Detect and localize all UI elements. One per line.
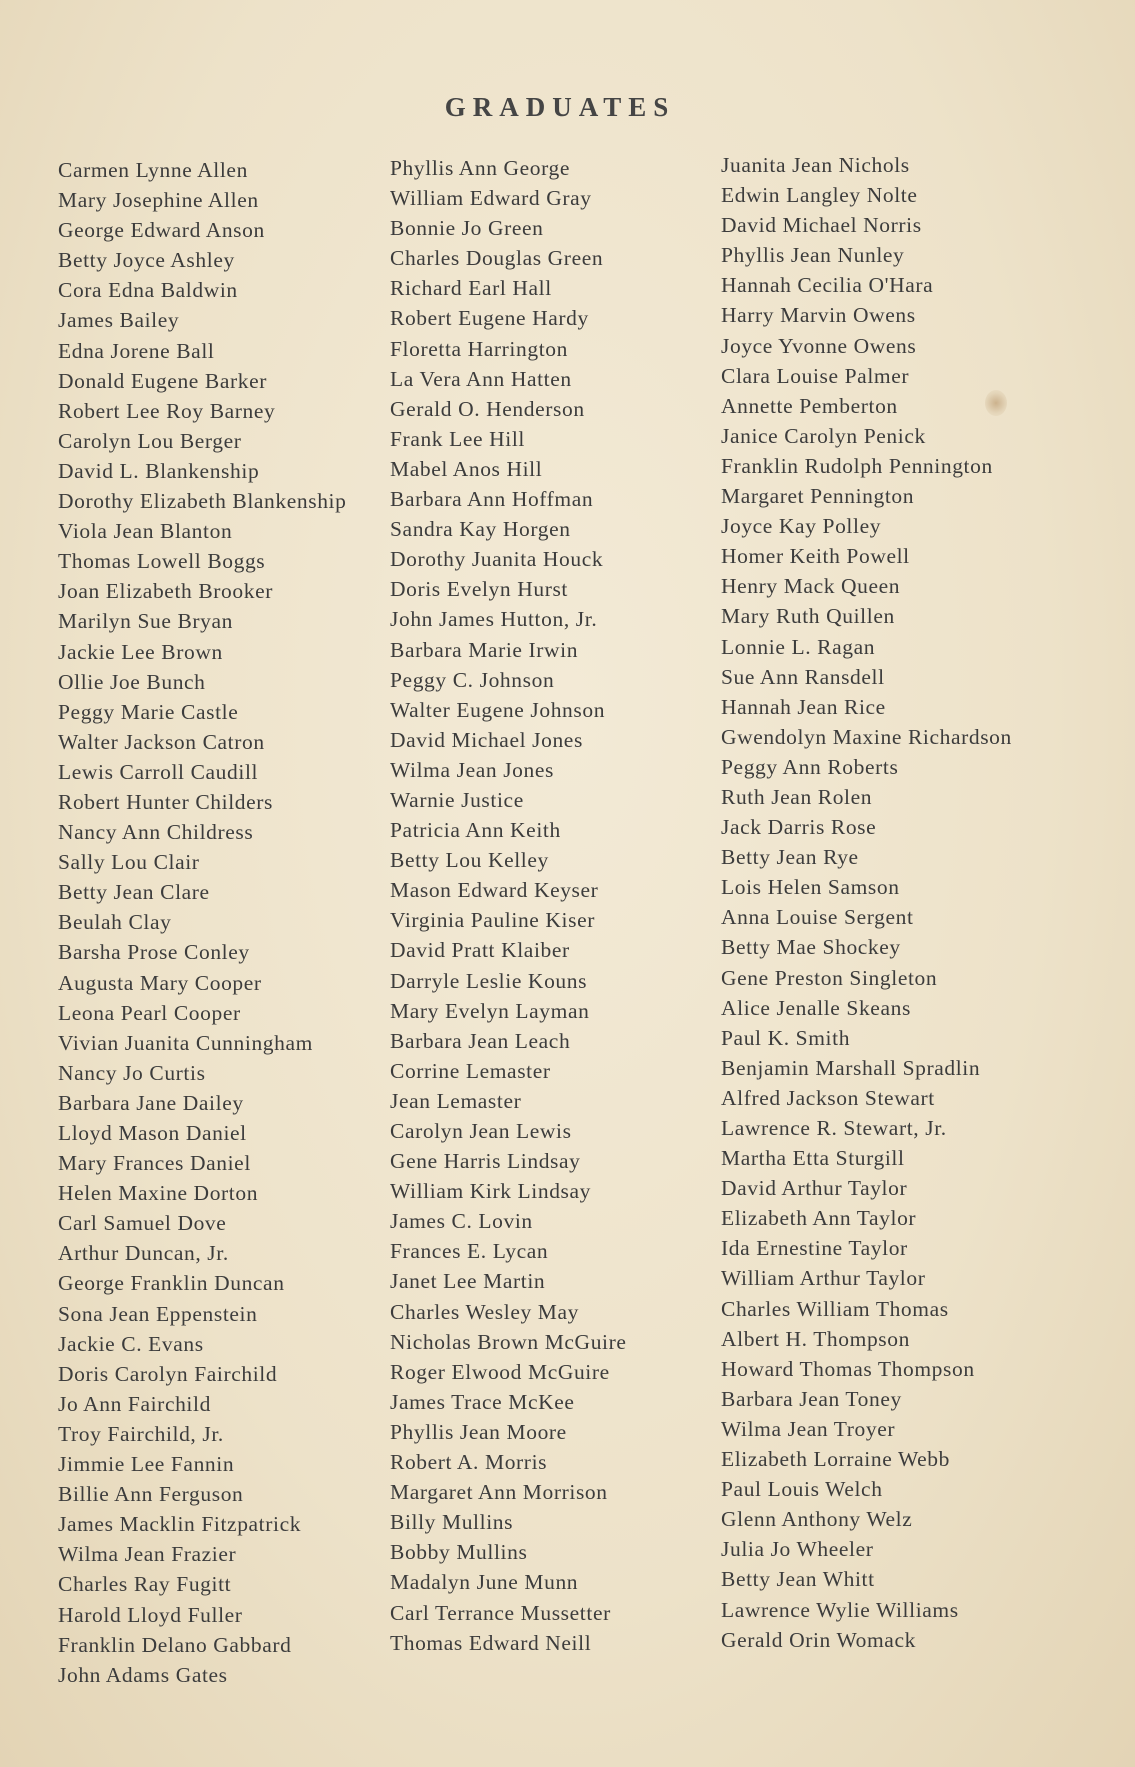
graduate-name: Cora Edna Baldwin (58, 278, 238, 303)
graduate-name: Barbara Jean Leach (390, 1028, 571, 1053)
graduate-name: Lawrence R. Stewart, Jr. (721, 1116, 947, 1140)
graduate-name: Betty Jean Clare (58, 880, 210, 905)
graduate-name: Mary Josephine Allen (58, 188, 259, 213)
graduate-name: Hannah Jean Rice (721, 694, 886, 719)
graduate-name: Beulah Clay (58, 910, 172, 935)
graduate-name: Paul Louis Welch (721, 1477, 883, 1502)
graduate-name: Joan Elizabeth Brooker (58, 579, 273, 604)
graduate-name: Lewis Carroll Caudill (58, 759, 259, 784)
graduate-name: Wilma Jean Frazier (58, 1542, 237, 1567)
graduate-name: Viola Jean Blanton (58, 519, 233, 544)
graduates-column-1 (58, 155, 346, 1690)
graduate-name: Thomas Edward Neill (390, 1630, 592, 1655)
graduate-name: Gene Preston Singleton (721, 965, 938, 990)
graduate-name: Annette Pemberton (721, 393, 898, 418)
graduate-name: Gerald O. Henderson (390, 396, 585, 421)
graduate-name: Bobby Mullins (390, 1540, 528, 1565)
graduate-name: Dorothy Elizabeth Blankenship (58, 489, 347, 514)
graduate-name: Betty Jean Rye (721, 845, 859, 870)
graduate-name: Elizabeth Lorraine Webb (721, 1447, 950, 1472)
graduate-name: Alfred Jackson Stewart (721, 1085, 935, 1110)
graduate-name: Walter Eugene Johnson (390, 697, 606, 722)
graduate-name: Barbara Jean Toney (721, 1386, 902, 1411)
graduate-name: Edwin Langley Nolte (721, 183, 918, 208)
graduate-name: Harry Marvin Owens (721, 303, 916, 328)
graduate-name: Paul K. Smith (721, 1025, 851, 1050)
graduate-name: Margaret Ann Morrison (390, 1480, 608, 1505)
graduate-name: Nancy Jo Curtis (58, 1060, 206, 1085)
graduate-name: Peggy Ann Roberts (721, 754, 899, 779)
graduate-name: Carl Terrance Mussetter (390, 1600, 611, 1625)
graduate-name: Gwendolyn Maxine Richardson (721, 724, 1012, 749)
graduate-name: Barsha Prose Conley (58, 940, 250, 965)
graduate-name: Carolyn Jean Lewis (390, 1119, 572, 1143)
graduate-name: Charles Wesley May (390, 1299, 579, 1324)
graduate-name: William Edward Gray (390, 186, 592, 211)
graduate-name: Franklin Rudolph Pennington (721, 453, 993, 478)
graduate-name: Sona Jean Eppenstein (58, 1301, 258, 1326)
graduate-name: Nancy Ann Childress (58, 820, 254, 845)
graduate-name: Frances E. Lycan (390, 1239, 549, 1264)
graduate-name: Nicholas Brown McGuire (390, 1329, 627, 1354)
graduate-name: Wilma Jean Jones (390, 757, 554, 782)
graduate-name: Marilyn Sue Bryan (58, 609, 234, 634)
graduate-name: Ollie Joe Bunch (58, 669, 206, 694)
graduate-name: Lois Helen Samson (721, 875, 900, 900)
graduate-name: Frank Lee Hill (390, 426, 525, 451)
graduate-name: Alice Jenalle Skeans (721, 995, 911, 1020)
graduate-name: Martha Etta Sturgill (721, 1146, 905, 1171)
graduate-name: Vivian Juanita Cunningham (58, 1030, 313, 1055)
graduate-name: Lawrence Wylie Williams (721, 1597, 959, 1622)
graduate-name: George Edward Anson (58, 218, 265, 243)
graduate-name: Phyllis Jean Moore (390, 1419, 567, 1444)
graduate-name: Roger Elwood McGuire (390, 1359, 610, 1384)
graduate-name: David Michael Jones (390, 727, 583, 752)
graduate-name: Hannah Cecilia O'Hara (721, 273, 934, 298)
graduate-name: Albert H. Thompson (721, 1326, 910, 1351)
graduate-name: Charles Douglas Green (390, 246, 604, 271)
graduate-name: Barbara Jane Dailey (58, 1090, 244, 1115)
graduate-name: Robert Eugene Hardy (390, 306, 589, 331)
graduate-name: Margaret Pennington (721, 484, 915, 509)
graduate-name: Helen Maxine Dorton (58, 1181, 259, 1206)
graduate-name: Betty Mae Shockey (721, 935, 901, 960)
graduate-name: Carmen Lynne Allen (58, 158, 248, 182)
graduate-name: David L. Blankenship (58, 458, 260, 483)
graduate-name: Carl Samuel Dove (58, 1211, 227, 1236)
graduate-name: Juanita Jean Nichols (721, 153, 910, 177)
graduate-name: Carolyn Lou Berger (58, 428, 242, 453)
graduate-name: William Kirk Lindsay (390, 1179, 592, 1204)
graduate-name: Howard Thomas Thompson (721, 1356, 975, 1381)
graduate-name: Mary Evelyn Layman (390, 998, 590, 1023)
graduate-name: Barbara Ann Hoffman (390, 487, 594, 512)
graduate-name: Homer Keith Powell (721, 544, 910, 569)
graduate-name: Donald Eugene Barker (58, 368, 268, 393)
page-title: GRADUATES (444, 92, 676, 122)
graduate-name: Thomas Lowell Boggs (58, 549, 266, 574)
graduate-name: Jean Lemaster (390, 1088, 522, 1113)
graduate-name: James C. Lovin (390, 1209, 533, 1234)
graduate-name: Warnie Justice (390, 787, 524, 812)
graduate-name: Billie Ann Ferguson (58, 1482, 244, 1507)
graduate-name: William Arthur Taylor (721, 1266, 926, 1291)
graduate-name: Arthur Duncan, Jr. (58, 1241, 229, 1266)
graduate-name: Henry Mack Queen (721, 574, 901, 599)
graduate-name: Sue Ann Ransdell (721, 664, 885, 689)
graduate-name: Charles Ray Fugitt (58, 1572, 232, 1597)
graduates-column-3 (721, 150, 1012, 1655)
graduate-name: Janet Lee Martin (390, 1269, 546, 1294)
graduate-name: Bonnie Jo Green (390, 216, 544, 241)
graduate-name: La Vera Ann Hatten (390, 366, 572, 391)
graduate-name: Darryle Leslie Kouns (390, 968, 588, 993)
graduate-name: Lonnie L. Ragan (721, 634, 876, 659)
graduate-name: Gene Harris Lindsay (390, 1149, 581, 1174)
graduate-name: Ruth Jean Rolen (721, 784, 873, 809)
graduate-name: Peggy C. Johnson (390, 667, 555, 692)
graduate-name: Robert Lee Roy Barney (58, 398, 276, 423)
graduate-name: John Adams Gates (58, 1662, 228, 1687)
graduates-column-2 (390, 153, 627, 1658)
graduate-name: Richard Earl Hall (390, 276, 552, 301)
graduate-name: Julia Jo Wheeler (721, 1537, 874, 1562)
graduate-name: Ida Ernestine Taylor (721, 1236, 908, 1261)
graduate-name: Sally Lou Clair (58, 850, 200, 875)
graduate-name: Mary Frances Daniel (58, 1151, 251, 1176)
graduate-name: Barbara Marie Irwin (390, 637, 579, 662)
graduate-name: Corrine Lemaster (390, 1058, 551, 1083)
graduate-name: Betty Joyce Ashley (58, 248, 235, 273)
graduate-name: Billy Mullins (390, 1510, 514, 1535)
graduate-name: Dorothy Juanita Houck (390, 547, 604, 572)
graduate-name: George Franklin Duncan (58, 1271, 285, 1296)
graduate-name: Elizabeth Ann Taylor (721, 1206, 917, 1231)
graduate-name: Walter Jackson Catron (58, 729, 265, 754)
graduate-name: Edna Jorene Ball (58, 338, 215, 363)
graduate-name: Janice Carolyn Penick (721, 423, 926, 448)
graduate-name: Doris Evelyn Hurst (390, 577, 569, 602)
graduate-name: Robert Hunter Childers (58, 789, 274, 814)
graduate-name: Charles William Thomas (721, 1296, 949, 1321)
graduate-name: James Trace McKee (390, 1389, 575, 1414)
graduate-name: Jack Darris Rose (721, 815, 877, 840)
graduate-name: Lloyd Mason Daniel (58, 1121, 247, 1145)
graduate-name: David Arthur Taylor (721, 1176, 908, 1201)
graduate-name: Leona Pearl Cooper (58, 1000, 241, 1025)
graduate-name: Betty Jean Whitt (721, 1567, 875, 1592)
graduate-name: Robert A. Morris (390, 1450, 548, 1475)
graduate-name: Mary Ruth Quillen (721, 604, 895, 629)
graduate-name: Benjamin Marshall Spradlin (721, 1055, 981, 1080)
graduate-name: James Bailey (58, 308, 180, 333)
graduate-name: Sandra Kay Horgen (390, 517, 571, 542)
graduate-name: David Pratt Klaiber (390, 938, 570, 963)
graduate-name: Mason Edward Keyser (390, 878, 599, 903)
graduate-name: Anna Louise Sergent (721, 905, 914, 930)
graduate-name: Joyce Yvonne Owens (721, 333, 917, 358)
graduate-name: Harold Lloyd Fuller (58, 1602, 243, 1627)
graduate-name: Virginia Pauline Kiser (390, 908, 595, 933)
graduate-name: David Michael Norris (721, 213, 922, 238)
graduate-name: Joyce Kay Polley (721, 514, 882, 539)
graduate-name: Clara Louise Palmer (721, 363, 910, 388)
graduate-name: John James Hutton, Jr. (390, 607, 598, 632)
graduate-name: Doris Carolyn Fairchild (58, 1361, 278, 1386)
graduate-name: Peggy Marie Castle (58, 699, 239, 724)
graduate-name: Gerald Orin Womack (721, 1627, 916, 1652)
graduate-name: Phyllis Jean Nunley (721, 243, 905, 268)
graduate-name: James Macklin Fitzpatrick (58, 1512, 302, 1537)
graduate-name: Wilma Jean Troyer (721, 1416, 896, 1441)
graduate-name: Mabel Anos Hill (390, 456, 543, 481)
graduate-name: Troy Fairchild, Jr. (58, 1421, 224, 1446)
graduate-name: Madalyn June Munn (390, 1570, 579, 1595)
graduate-name: Betty Lou Kelley (390, 848, 549, 873)
graduate-name: Phyllis Ann George (390, 156, 571, 180)
graduate-name: Glenn Anthony Welz (721, 1507, 913, 1532)
graduate-name: Jackie C. Evans (58, 1331, 204, 1356)
graduate-name: Augusta Mary Cooper (58, 970, 262, 995)
graduate-name: Jimmie Lee Fannin (58, 1452, 235, 1477)
graduate-name: Patricia Ann Keith (390, 818, 561, 843)
graduate-name: Jackie Lee Brown (58, 639, 223, 664)
graduate-name: Franklin Delano Gabbard (58, 1632, 292, 1657)
graduate-name: Jo Ann Fairchild (58, 1391, 211, 1416)
graduate-name: Floretta Harrington (390, 336, 568, 361)
